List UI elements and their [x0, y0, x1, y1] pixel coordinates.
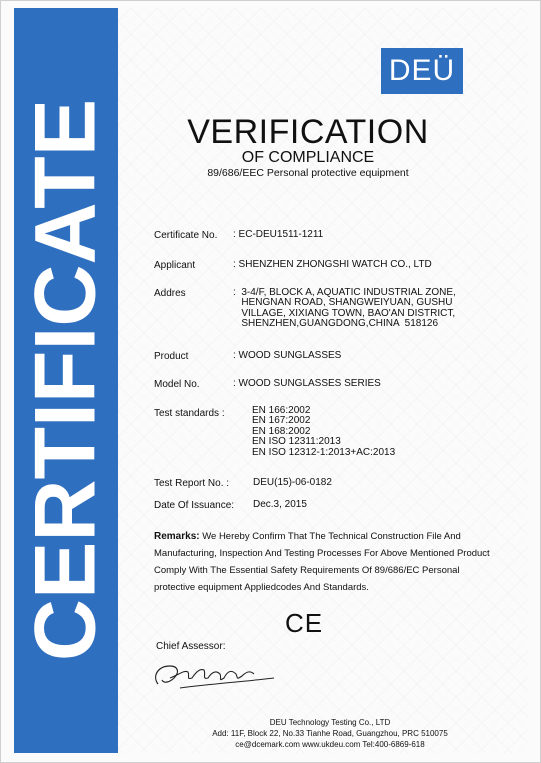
footer-company: DEU Technology Testing Co., LTD: [269, 718, 391, 727]
applicant-label: Applicant: [154, 260, 196, 271]
remarks-paragraph: [154, 528, 494, 596]
side-band-word: CERTIFICATE: [17, 98, 114, 662]
remarks-label: Remarks:: [154, 531, 200, 542]
test-report-value: DEU(15)-06-0182: [253, 477, 332, 488]
ce-mark: CE: [285, 608, 324, 638]
address-value: : 3-4/F, BLOCK A, AQUATIC INDUSTRIAL ZONE, HENGNAN ROAD, SHANGWEIYUAN, GUSHU VILLAGE, XIXIANG TOWN, BAO'AN DISTRICT, SHENZHEN,GUANGDONG,CHINA 518126: [233, 287, 456, 329]
footer-address: Add: 11F, Block 22, No.33 Tianhe Road, Guangzhou, PRC 510075: [212, 729, 448, 738]
remarks-text: We Hereby Confirm That The Technical Construction File And Manufacturing, Inspection And Testing Processes For Above Mentioned Product Comply With The Essential Safety Requirements Of 89/686/EC Personal protective equipment Appliedcodes And Standards.: [154, 531, 490, 593]
product-label: Product: [154, 351, 189, 362]
address-label: Addres: [154, 288, 186, 299]
certificate-side-band: [14, 8, 118, 753]
deu-logo: DEÜ: [381, 48, 463, 94]
directive-line: 89/686/EEC Personal protective equipment: [207, 167, 409, 179]
page-subtitle: OF COMPLIANCE: [241, 149, 375, 166]
model-no-label: Model No.: [154, 379, 200, 390]
test-standards-label: Test standards :: [154, 408, 225, 419]
signature: [150, 654, 280, 694]
date-issuance-value: Dec.3, 2015: [253, 499, 307, 510]
certificate-no-label: Certificate No.: [154, 230, 218, 241]
test-report-label: Test Report No. :: [154, 478, 230, 489]
applicant-value: : SHENZHEN ZHONGSHI WATCH CO., LTD: [233, 259, 432, 270]
page-title: VERIFICATION: [187, 113, 429, 151]
test-standards-value: EN 166:2002 EN 167:2002 EN 168:2002 EN ISO 12311:2013 EN ISO 12312-1:2013+AC:2013: [252, 405, 396, 458]
certificate-no-value: : EC-DEU1511-1211: [233, 229, 324, 240]
product-value: : WOOD SUNGLASSES: [233, 350, 342, 361]
chief-assessor-label: Chief Assessor:: [156, 641, 226, 652]
model-no-value: : WOOD SUNGLASSES SERIES: [233, 378, 381, 389]
footer-contact: ce@dcemark.com www.ukdeu.com Tel:400-6869-618: [235, 740, 425, 749]
date-issuance-label: Date Of Issuance:: [154, 500, 235, 511]
